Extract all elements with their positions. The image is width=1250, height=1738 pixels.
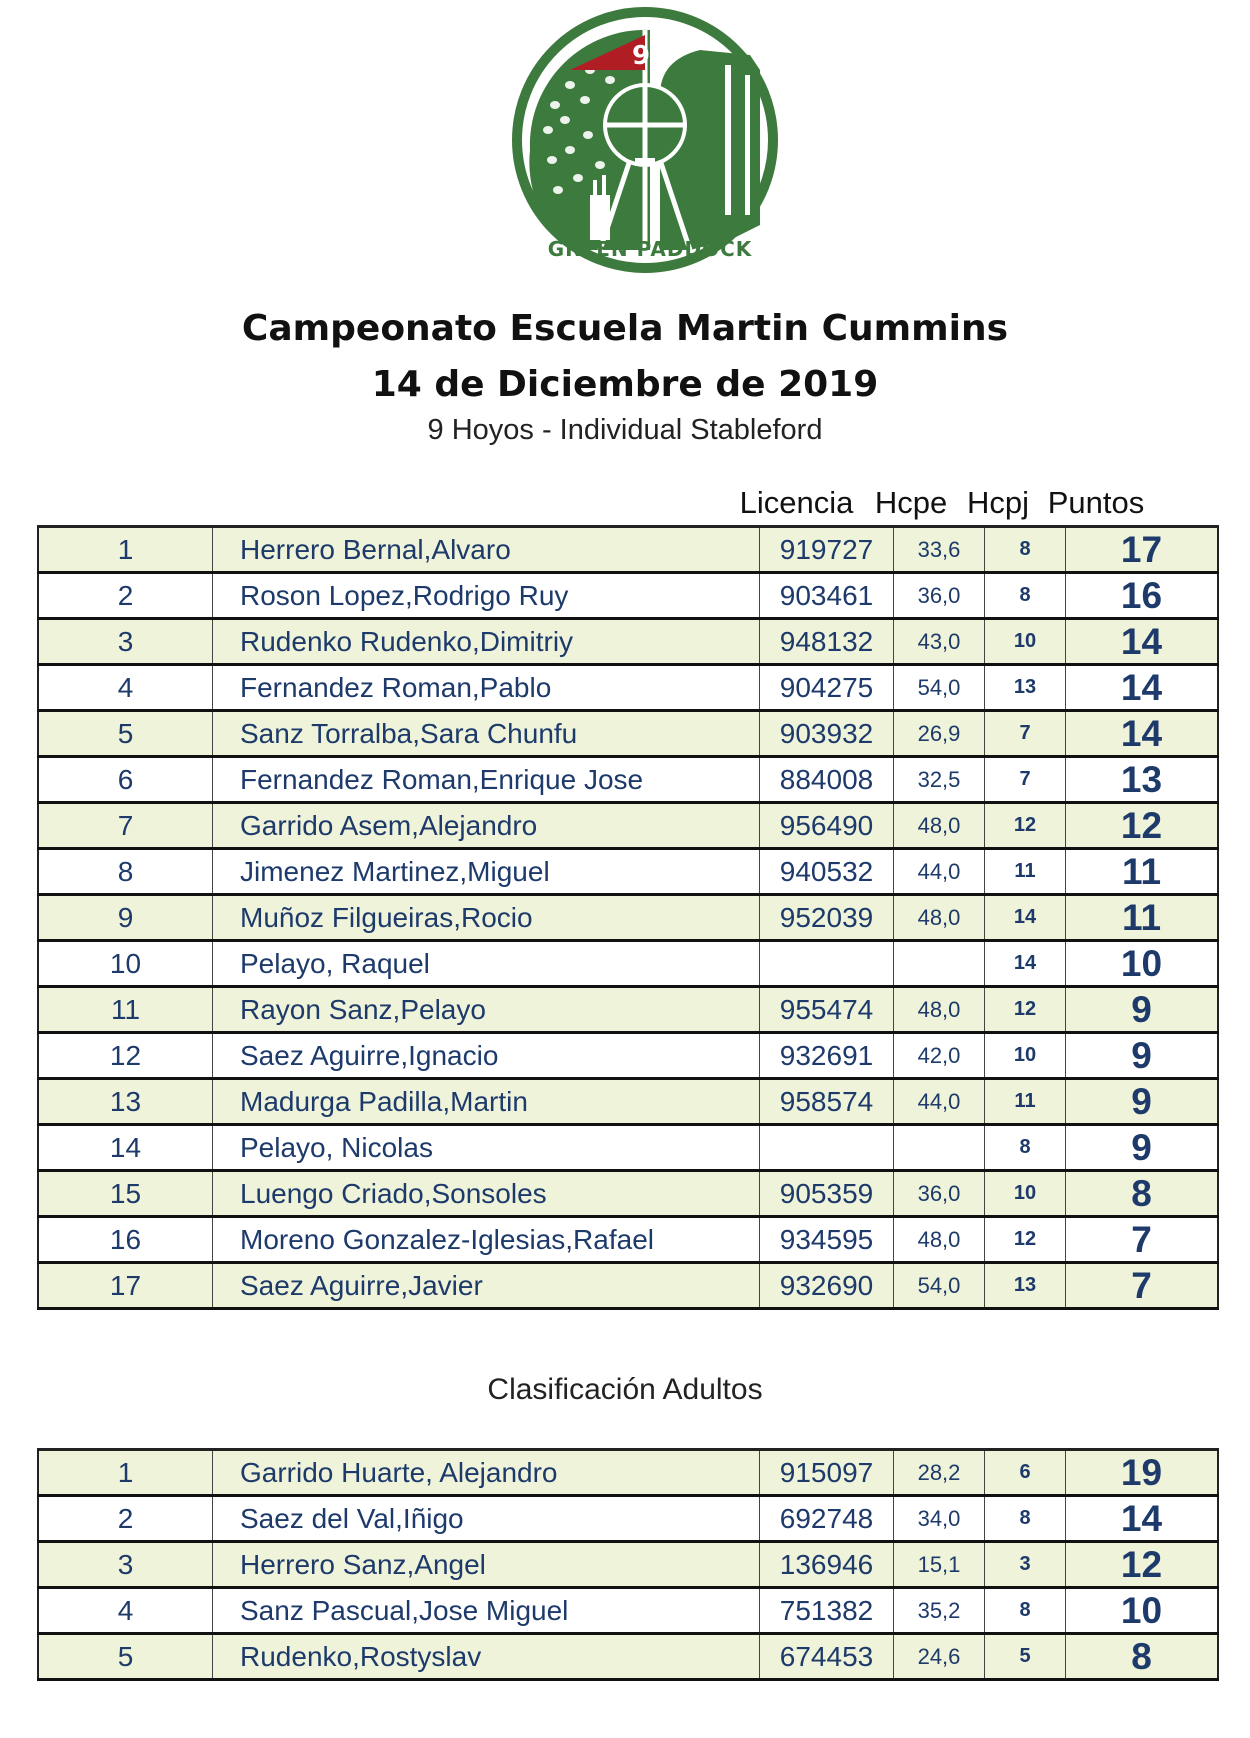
hcpj-cell: 8 <box>985 1588 1066 1634</box>
hcpj-cell: 14 <box>985 895 1066 941</box>
position-cell: 9 <box>38 895 213 941</box>
hcpj-cell: 8 <box>985 527 1066 573</box>
column-header-hcpe: Hcpe <box>874 485 948 520</box>
licencia-cell: 751382 <box>760 1588 894 1634</box>
page-title: Campeonato Escuela Martin Cummins <box>241 308 1009 349</box>
hcpe-cell: 34,0 <box>894 1496 985 1542</box>
position-cell: 10 <box>38 941 213 987</box>
hcpj-cell: 11 <box>985 1079 1066 1125</box>
hcpe-cell: 54,0 <box>894 665 985 711</box>
table-row <box>38 895 1218 941</box>
player-name-cell: Pelayo, Nicolas <box>213 1125 760 1171</box>
hcpe-cell: 43,0 <box>894 619 985 665</box>
puntos-cell: 9 <box>1066 1079 1219 1125</box>
player-name-cell: Fernandez Roman,Enrique Jose <box>213 757 760 803</box>
hcpe-cell: 42,0 <box>894 1033 985 1079</box>
licencia-cell: 932691 <box>760 1033 894 1079</box>
junior-results-table <box>37 525 1219 1310</box>
hcpj-cell: 13 <box>985 665 1066 711</box>
flag-number: 9 <box>632 41 651 71</box>
hcpj-cell: 14 <box>985 941 1066 987</box>
position-cell: 1 <box>38 527 213 573</box>
licencia-cell: 940532 <box>760 849 894 895</box>
table-row <box>38 711 1218 757</box>
hcpe-cell: 36,0 <box>894 1171 985 1217</box>
licencia-cell: 958574 <box>760 1079 894 1125</box>
hcpj-cell: 10 <box>985 619 1066 665</box>
position-cell: 11 <box>38 987 213 1033</box>
table-row <box>38 849 1218 895</box>
puntos-cell: 14 <box>1066 711 1219 757</box>
table-row <box>38 941 1218 987</box>
hcpj-cell: 12 <box>985 987 1066 1033</box>
column-header-puntos: Puntos <box>1047 485 1145 520</box>
hcpe-cell: 26,9 <box>894 711 985 757</box>
position-cell: 3 <box>38 619 213 665</box>
puntos-cell: 11 <box>1066 849 1219 895</box>
licencia-cell: 903461 <box>760 573 894 619</box>
table-row <box>38 619 1218 665</box>
puntos-cell: 9 <box>1066 987 1219 1033</box>
player-name-cell: Madurga Padilla,Martin <box>213 1079 760 1125</box>
position-cell: 14 <box>38 1125 213 1171</box>
hcpj-cell: 10 <box>985 1171 1066 1217</box>
puntos-cell: 7 <box>1066 1263 1219 1309</box>
table-row <box>38 1171 1218 1217</box>
licencia-cell: 915097 <box>760 1450 894 1496</box>
position-cell: 3 <box>38 1542 213 1588</box>
licencia-cell <box>760 941 894 987</box>
player-name-cell: Moreno Gonzalez-Iglesias,Rafael <box>213 1217 760 1263</box>
table-row <box>38 1217 1218 1263</box>
player-name-cell: Saez del Val,Iñigo <box>213 1496 760 1542</box>
puntos-cell: 10 <box>1066 941 1219 987</box>
hcpe-cell: 44,0 <box>894 1079 985 1125</box>
adults-section-title: Clasificación Adultos <box>487 1373 763 1406</box>
licencia-cell: 934595 <box>760 1217 894 1263</box>
licencia-cell: 955474 <box>760 987 894 1033</box>
player-name-cell: Rudenko Rudenko,Dimitriy <box>213 619 760 665</box>
licencia-cell: 952039 <box>760 895 894 941</box>
table-row <box>38 527 1218 573</box>
puntos-cell: 10 <box>1066 1588 1219 1634</box>
hcpj-cell: 10 <box>985 1033 1066 1079</box>
hcpj-cell: 12 <box>985 1217 1066 1263</box>
hcpe-cell: 15,1 <box>894 1542 985 1588</box>
hcpe-cell: 36,0 <box>894 573 985 619</box>
puntos-cell: 14 <box>1066 1496 1219 1542</box>
puntos-cell: 8 <box>1066 1634 1219 1680</box>
position-cell: 1 <box>38 1450 213 1496</box>
player-name-cell: Herrero Bernal,Alvaro <box>213 527 760 573</box>
puntos-cell: 13 <box>1066 757 1219 803</box>
position-cell: 16 <box>38 1217 213 1263</box>
puntos-cell: 17 <box>1066 527 1219 573</box>
adult-results-table <box>37 1448 1219 1681</box>
player-name-cell: Saez Aguirre,Javier <box>213 1263 760 1309</box>
hcpj-cell: 3 <box>985 1542 1066 1588</box>
licencia-cell: 905359 <box>760 1171 894 1217</box>
position-cell: 4 <box>38 665 213 711</box>
puntos-cell: 7 <box>1066 1217 1219 1263</box>
licencia-cell: 903932 <box>760 711 894 757</box>
position-cell: 7 <box>38 803 213 849</box>
player-name-cell: Roson Lopez,Rodrigo Ruy <box>213 573 760 619</box>
licencia-cell: 919727 <box>760 527 894 573</box>
column-header-hcpj: Hcpj <box>966 485 1029 520</box>
player-name-cell: Luengo Criado,Sonsoles <box>213 1171 760 1217</box>
position-cell: 5 <box>38 711 213 757</box>
player-name-cell: Muñoz Filgueiras,Rocio <box>213 895 760 941</box>
hcpe-cell: 35,2 <box>894 1588 985 1634</box>
logo-text: GREEN PADDOCK <box>547 237 753 261</box>
player-name-cell: Fernandez Roman,Pablo <box>213 665 760 711</box>
licencia-cell: 948132 <box>760 619 894 665</box>
hcpj-cell: 8 <box>985 1496 1066 1542</box>
puntos-cell: 11 <box>1066 895 1219 941</box>
table-row <box>38 1033 1218 1079</box>
hcpj-cell: 8 <box>985 1125 1066 1171</box>
hcpe-cell: 44,0 <box>894 849 985 895</box>
hcpj-cell: 12 <box>985 803 1066 849</box>
hcpj-cell: 5 <box>985 1634 1066 1680</box>
table-row <box>38 1125 1218 1171</box>
licencia-cell: 692748 <box>760 1496 894 1542</box>
table-row <box>38 665 1218 711</box>
table-row <box>38 573 1218 619</box>
hcpe-cell: 33,6 <box>894 527 985 573</box>
puntos-cell: 19 <box>1066 1450 1219 1496</box>
hcpj-cell: 13 <box>985 1263 1066 1309</box>
table-row <box>38 757 1218 803</box>
hcpe-cell <box>894 1125 985 1171</box>
licencia-cell <box>760 1125 894 1171</box>
player-name-cell: Jimenez Martinez,Miguel <box>213 849 760 895</box>
licencia-cell: 136946 <box>760 1542 894 1588</box>
hcpe-cell: 32,5 <box>894 757 985 803</box>
hcpe-cell: 28,2 <box>894 1450 985 1496</box>
hcpe-cell: 48,0 <box>894 1217 985 1263</box>
event-date: 14 de Diciembre de 2019 <box>371 364 879 405</box>
licencia-cell: 956490 <box>760 803 894 849</box>
hcpe-cell: 54,0 <box>894 1263 985 1309</box>
licencia-cell: 884008 <box>760 757 894 803</box>
player-name-cell: Rayon Sanz,Pelayo <box>213 987 760 1033</box>
hcpe-cell <box>894 941 985 987</box>
position-cell: 15 <box>38 1171 213 1217</box>
player-name-cell: Garrido Asem,Alejandro <box>213 803 760 849</box>
green-paddock-logo <box>460 0 840 305</box>
table-row <box>38 1079 1218 1125</box>
position-cell: 5 <box>38 1634 213 1680</box>
table-row <box>38 1450 1218 1496</box>
hcpe-cell: 48,0 <box>894 895 985 941</box>
licencia-cell: 904275 <box>760 665 894 711</box>
position-cell: 12 <box>38 1033 213 1079</box>
licencia-cell: 932690 <box>760 1263 894 1309</box>
puntos-cell: 16 <box>1066 573 1219 619</box>
puntos-cell: 14 <box>1066 619 1219 665</box>
hcpe-cell: 48,0 <box>894 987 985 1033</box>
hcpj-cell: 6 <box>985 1450 1066 1496</box>
position-cell: 4 <box>38 1588 213 1634</box>
puntos-cell: 14 <box>1066 665 1219 711</box>
position-cell: 17 <box>38 1263 213 1309</box>
puntos-cell: 12 <box>1066 1542 1219 1588</box>
table-row <box>38 987 1218 1033</box>
table-row <box>38 1496 1218 1542</box>
puntos-cell: 8 <box>1066 1171 1219 1217</box>
table-row <box>38 1634 1218 1680</box>
licencia-cell: 674453 <box>760 1634 894 1680</box>
position-cell: 2 <box>38 1496 213 1542</box>
player-name-cell: Garrido Huarte, Alejandro <box>213 1450 760 1496</box>
hcpe-cell: 24,6 <box>894 1634 985 1680</box>
position-cell: 13 <box>38 1079 213 1125</box>
player-name-cell: Sanz Pascual,Jose Miguel <box>213 1588 760 1634</box>
hcpj-cell: 11 <box>985 849 1066 895</box>
puntos-cell: 9 <box>1066 1125 1219 1171</box>
player-name-cell: Saez Aguirre,Ignacio <box>213 1033 760 1079</box>
table-row <box>38 1588 1218 1634</box>
player-name-cell: Sanz Torralba,Sara Chunfu <box>213 711 760 757</box>
position-cell: 8 <box>38 849 213 895</box>
position-cell: 2 <box>38 573 213 619</box>
player-name-cell: Pelayo, Raquel <box>213 941 760 987</box>
hcpj-cell: 7 <box>985 711 1066 757</box>
hcpe-cell: 48,0 <box>894 803 985 849</box>
hcpj-cell: 8 <box>985 573 1066 619</box>
player-name-cell: Rudenko,Rostyslav <box>213 1634 760 1680</box>
position-cell: 6 <box>38 757 213 803</box>
table-row <box>38 803 1218 849</box>
puntos-cell: 12 <box>1066 803 1219 849</box>
table-row <box>38 1263 1218 1309</box>
hcpj-cell: 7 <box>985 757 1066 803</box>
event-format: 9 Hoyos - Individual Stableford <box>427 414 823 446</box>
table-row <box>38 1542 1218 1588</box>
player-name-cell: Herrero Sanz,Angel <box>213 1542 760 1588</box>
puntos-cell: 9 <box>1066 1033 1219 1079</box>
column-header-licencia: Licencia <box>739 485 854 520</box>
